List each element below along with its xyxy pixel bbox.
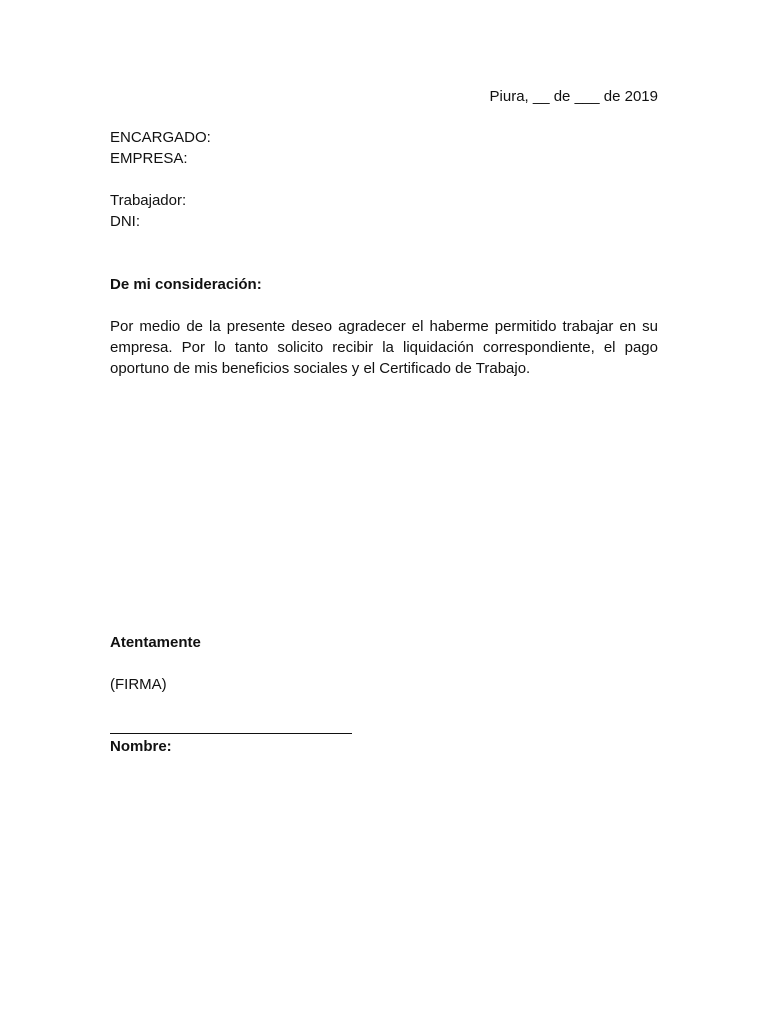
dni-label: DNI: <box>110 213 140 230</box>
closing: Atentamente <box>110 634 201 651</box>
date-line: Piura, __ de ___ de 2019 <box>489 88 658 105</box>
salutation: De mi consideración: <box>110 276 262 293</box>
encargado-label: ENCARGADO: <box>110 129 211 146</box>
empresa-label: EMPRESA: <box>110 150 188 167</box>
letter-body: Por medio de la presente deseo agradecer el haberme permitido trabajar en su empresa. Por lo tanto solicito recibir la liquidación correspondiente, el pago oportuno de mis beneficios sociales y el Certificado de Trabajo. <box>110 318 658 377</box>
nombre-label: Nombre: <box>110 738 172 755</box>
trabajador-label: Trabajador: <box>110 192 187 209</box>
signature-line <box>110 733 352 734</box>
firma-label: (FIRMA) <box>110 676 167 693</box>
